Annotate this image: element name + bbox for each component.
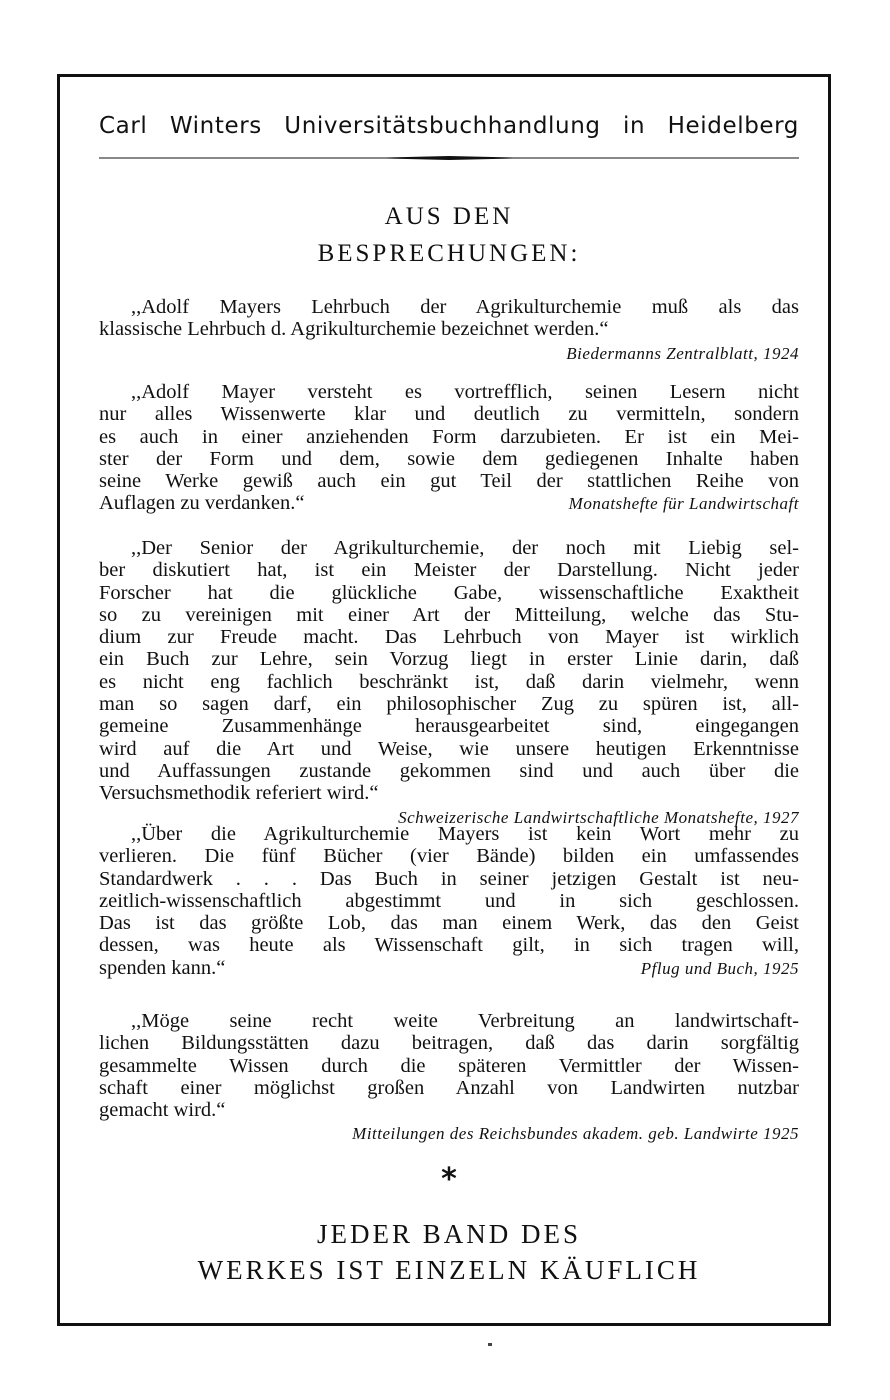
publisher-line: Carl Winters Universitätsbuchhandlung in Heidelberg: [99, 113, 799, 139]
review-line: seine Werke gewiß auch ein gut Teil der stattlichen Reihe von: [99, 470, 799, 493]
review-line: wird auf die Art und Weise, wie unsere heutigen Erkenntnisse: [99, 737, 799, 760]
review-line: und Auffassungen zustande gekommen sind und auch über die: [99, 759, 799, 782]
review-line: Das ist das größte Lob, das man einem Werk, das den Geist: [99, 912, 799, 935]
review-line: Forscher hat die glückliche Gabe, wissenschaftliche Exaktheit: [99, 581, 799, 604]
review-line: es auch in einer anziehenden Form darzubieten. Er ist ein Mei-: [99, 425, 799, 448]
review-line: ,,Über die Agrikulturchemie Mayers ist kein Wort mehr zu: [131, 823, 799, 845]
review-line: schaft einer möglichst großen Anzahl von Landwirten nutzbar: [99, 1076, 799, 1099]
review-line: ster der Form und dem, sowie dem gediegenen Inhalte haben: [99, 447, 799, 470]
review-source: Biedermanns Zentralblatt, 1924: [566, 343, 799, 363]
footer-line-1: JEDER BAND DES: [316, 1219, 581, 1249]
review-line: gesammelte Wissen durch die späteren Vermittler der Wissen-: [99, 1054, 799, 1077]
review-line: man so sagen darf, ein philosophischer Zug zu spüren ist, all-: [99, 693, 799, 716]
review-3: [99, 537, 799, 829]
review-line: ,,Adolf Mayer versteht es vortrefflich, seinen Lesern nicht: [131, 381, 799, 403]
review-line: Versuchsmethodik referiert wird.“: [99, 782, 379, 805]
review-source: Pflug und Buch, 1925: [640, 958, 799, 978]
review-line: ber diskutiert hat, ist ein Meister der Darstellung. Nicht jeder: [99, 559, 799, 582]
review-line: Standardwerk . . . Das Buch in seiner jetzigen Gestalt ist neu-: [99, 867, 799, 890]
review-line: ein Buch zur Lehre, sein Vorzug liegt in erster Linie darin, daß: [99, 648, 799, 671]
footer-line-2: WERKES IST EINZELN KÄUFLICH: [197, 1255, 701, 1285]
review-line: spenden kann.“: [99, 956, 226, 979]
heading-line-2: BESPRECHUNGEN:: [317, 240, 581, 267]
review-line: dessen, was heute als Wissenschaft gilt, in sich tragen will,: [99, 934, 799, 957]
review-1: [99, 296, 799, 365]
review-line: zeitlich-wissenschaftlich abgestimmt und in sich geschlossen.: [99, 889, 799, 912]
review-source: Monatshefte für Landwirtschaft: [568, 494, 799, 514]
review-line: lichen Bildungsstätten dazu beitragen, daß das darin sorgfältig: [99, 1032, 799, 1055]
review-5: [99, 1010, 799, 1146]
review-line: verlieren. Die fünf Bücher (vier Bände) bilden ein umfassendes: [99, 845, 799, 868]
review-line: ,,Der Senior der Agrikulturchemie, der noch mit Liebig sel-: [131, 537, 799, 559]
review-4: [99, 823, 799, 980]
review-line: gemeine Zusammenhänge herausgearbeitet sind, eingegangen: [99, 715, 799, 738]
asterisk-separator: *: [441, 1162, 457, 1197]
review-source: Schweizerische Landwirtschaftliche Monatshefte, 1927: [398, 807, 799, 827]
review-source: Mitteilungen des Reichsbundes akadem. geb. Landwirte 1925: [352, 1124, 799, 1144]
review-line: dium zur Freude macht. Das Lehrbuch von Mayer ist wirklich: [99, 626, 799, 649]
review-line: Auflagen zu verdanken.“: [99, 492, 305, 515]
page-mark: [488, 1343, 492, 1346]
heading-line-1: AUS DEN: [384, 203, 514, 230]
review-line: es nicht eng fachlich beschränkt ist, daß darin vielmehr, wenn: [99, 670, 799, 693]
review-line: nur alles Wissenwerte klar und deutlich zu vermitteln, sondern: [99, 403, 799, 426]
ornamental-rule: [99, 156, 799, 160]
review-line: ,,Adolf Mayers Lehrbuch der Agrikulturchemie muß als das: [131, 296, 799, 318]
review-line: ,,Möge seine recht weite Verbreitung an landwirtschaft-: [131, 1010, 799, 1032]
review-line: so zu vereinigen mit einer Art der Mitteilung, welche das Stu-: [99, 603, 799, 626]
review-line: gemacht wird.“: [99, 1099, 226, 1122]
review-line: klassische Lehrbuch d. Agrikulturchemie bezeichnet werden.“: [99, 318, 609, 341]
review-2: [99, 381, 799, 516]
